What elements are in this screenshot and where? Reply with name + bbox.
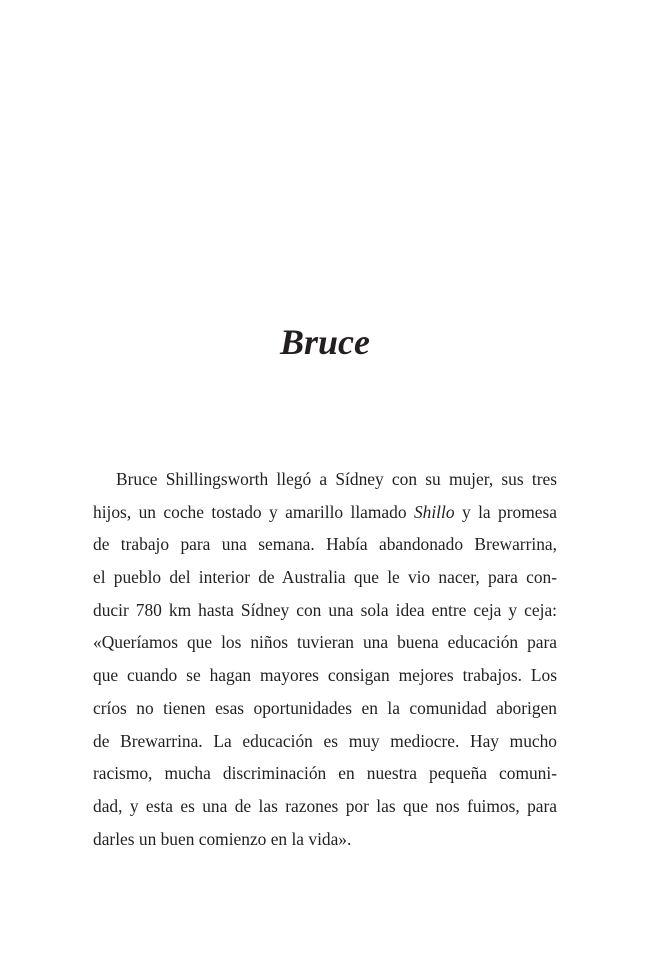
- paragraph-line: críos no tienen esas oportunidades en la comunidad aborigen: [93, 697, 557, 718]
- paragraph-line: darles un buen comienzo en la vida».: [93, 828, 352, 849]
- line-segment: hijos, un coche tostado y amarillo llamado: [93, 501, 407, 522]
- body-paragraph: [93, 463, 557, 855]
- paragraph-line: de Brewarrina. La educación es muy mediocre. Hay mucho: [93, 730, 557, 751]
- paragraph-line: que cuando se hagan mayores consigan mejores trabajos. Los: [93, 665, 557, 686]
- paragraph-line: racismo, mucha discriminación en nuestra pequeña comuni-: [93, 763, 557, 784]
- paragraph-line: ducir 780 km hasta Sídney con una sola idea entre ceja y ceja:: [93, 599, 557, 620]
- paragraph-line: [93, 496, 557, 529]
- paragraph-line: Bruce Shillingsworth llegó a Sídney con su mujer, sus tres: [116, 469, 557, 489]
- chapter-title: Bruce: [280, 322, 370, 362]
- car-name-italic: Shillo: [413, 501, 455, 522]
- paragraph-line: de trabajo para una semana. Había abandonado Brewarrina,: [93, 534, 557, 555]
- paragraph-line: «Queríamos que los niños tuvieran una buena educación para: [93, 632, 557, 653]
- paragraph-line: el pueblo del interior de Australia que le vio nacer, para con-: [93, 567, 557, 588]
- paragraph-line: dad, y esta es una de las razones por las que nos fuimos, para: [93, 795, 557, 816]
- line-segment: y la promesa: [461, 501, 557, 522]
